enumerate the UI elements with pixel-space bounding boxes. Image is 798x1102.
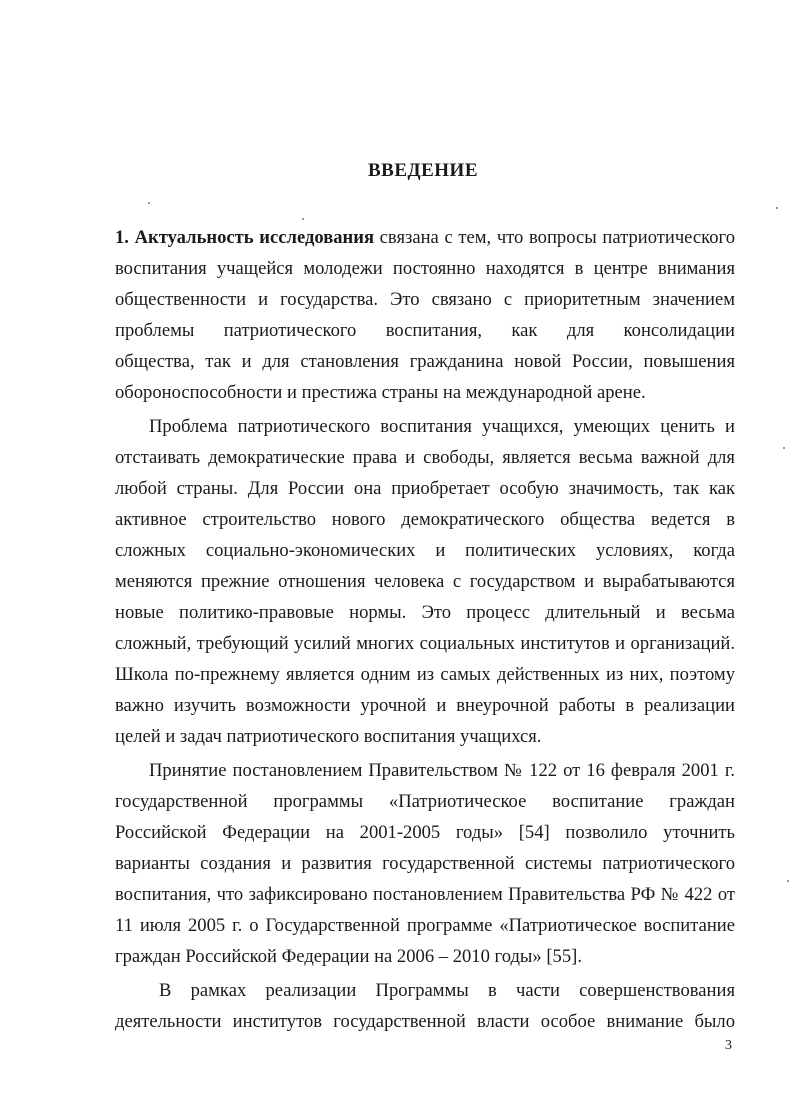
scan-speck — [148, 202, 150, 204]
text-line: варианты создания и развития государственной системы патриотического — [115, 853, 735, 874]
text-line: Проблема патриотического воспитания учащихся, умеющих ценить и — [149, 416, 735, 437]
line-text: связана с тем, что вопросы патриотического — [374, 227, 735, 248]
body-text — [115, 222, 735, 1037]
text-line: меняются прежние отношения человека с государством и вырабатываются — [115, 571, 735, 592]
text-line: отстаивать демократические права и свободы, является весьма важной для — [115, 447, 735, 468]
page-number: 3 — [725, 1038, 732, 1053]
scan-speck — [302, 218, 304, 220]
scan-speck — [787, 880, 789, 882]
text-line: проблемы патриотического воспитания, как для консолидации — [115, 320, 735, 341]
scan-speck — [776, 207, 778, 209]
text-line: активное строительство нового демократического общества ведется в — [115, 509, 735, 530]
text-line: важно изучить возможности урочной и внеурочной работы в реализации — [115, 695, 735, 716]
text-line: обороноспособности и престижа страны на международной арене. — [115, 382, 646, 403]
page-title: ВВЕДЕНИЕ — [368, 160, 478, 181]
text-line: деятельности институтов государственной власти особое внимание было — [115, 1011, 735, 1032]
text-line: общественности и государства. Это связано с приоритетным значением — [115, 289, 735, 310]
text-line: граждан Российской Федерации на 2006 – 2010 годы» [55]. — [115, 946, 582, 967]
scan-speck — [783, 447, 785, 449]
text-line: воспитания, что зафиксировано постановлением Правительства РФ № 422 от — [115, 884, 735, 905]
text-line: целей и задач патриотического воспитания учащихся. — [115, 726, 542, 747]
text-line: В рамках реализации Программы в части совершенствования — [159, 980, 735, 1001]
text-line: любой страны. Для России она приобретает особую значимость, так как — [115, 478, 735, 499]
text-line: 11 июля 2005 г. о Государственной программе «Патриотическое воспитание — [115, 915, 735, 936]
text-line: воспитания учащейся молодежи постоянно находятся в центре внимания — [115, 258, 735, 279]
text-line: государственной программы «Патриотическое воспитание граждан — [115, 791, 735, 812]
text-line: новые политико-правовые нормы. Это процесс длительный и весьма — [115, 602, 735, 623]
text-line: Российской Федерации на 2001-2005 годы» [54] позволило уточнить — [115, 822, 735, 843]
text-line: сложных социально-экономических и политических условиях, когда — [115, 540, 735, 561]
text-line: Принятие постановлением Правительством № 122 от 16 февраля 2001 г. — [149, 760, 735, 781]
text-line — [115, 222, 735, 253]
lead-bold-text: 1. Актуальность исследования — [115, 227, 375, 248]
text-line: Школа по-прежнему является одним из самых действенных из них, поэтому — [115, 664, 735, 685]
text-line: сложный, требующий усилий многих социальных институтов и организаций. — [115, 633, 735, 654]
text-line: общества, так и для становления гражданина новой России, повышения — [115, 351, 735, 372]
